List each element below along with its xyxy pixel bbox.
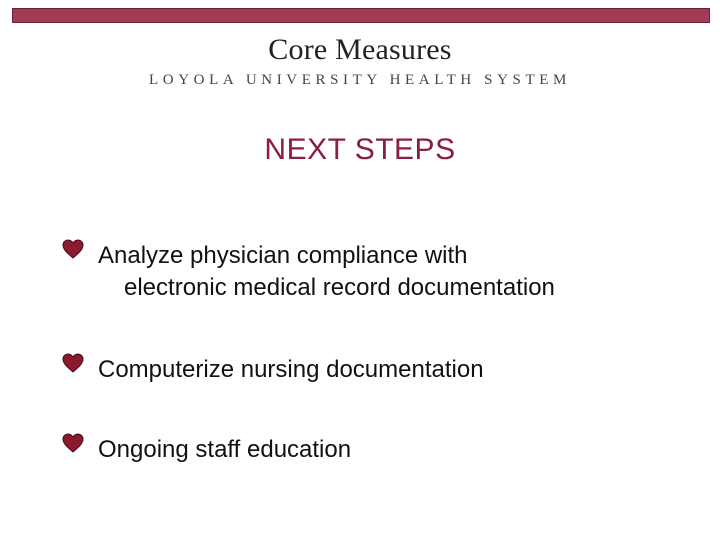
bullet-text-continued: electronic medical record documentation: [124, 274, 555, 301]
bullet-text: Ongoing staff education: [98, 436, 352, 463]
bullet-item: [62, 434, 702, 466]
bullet-text: Computerize nursing documentation: [98, 356, 484, 383]
brand-subtitle: LOYOLA UNIVERSITY HEALTH SYSTEM: [149, 72, 571, 88]
bullet-text: Analyze physician compliance with: [98, 242, 468, 269]
heart-icon: [62, 239, 84, 259]
heart-icon: [62, 433, 84, 453]
bullet-item: [62, 354, 702, 386]
brand-title: Core Measures: [268, 33, 452, 66]
slide-heading: NEXT STEPS: [264, 133, 456, 166]
heart-icon: [62, 353, 84, 373]
bullet-item: [62, 240, 702, 304]
header-bar: [12, 8, 710, 23]
